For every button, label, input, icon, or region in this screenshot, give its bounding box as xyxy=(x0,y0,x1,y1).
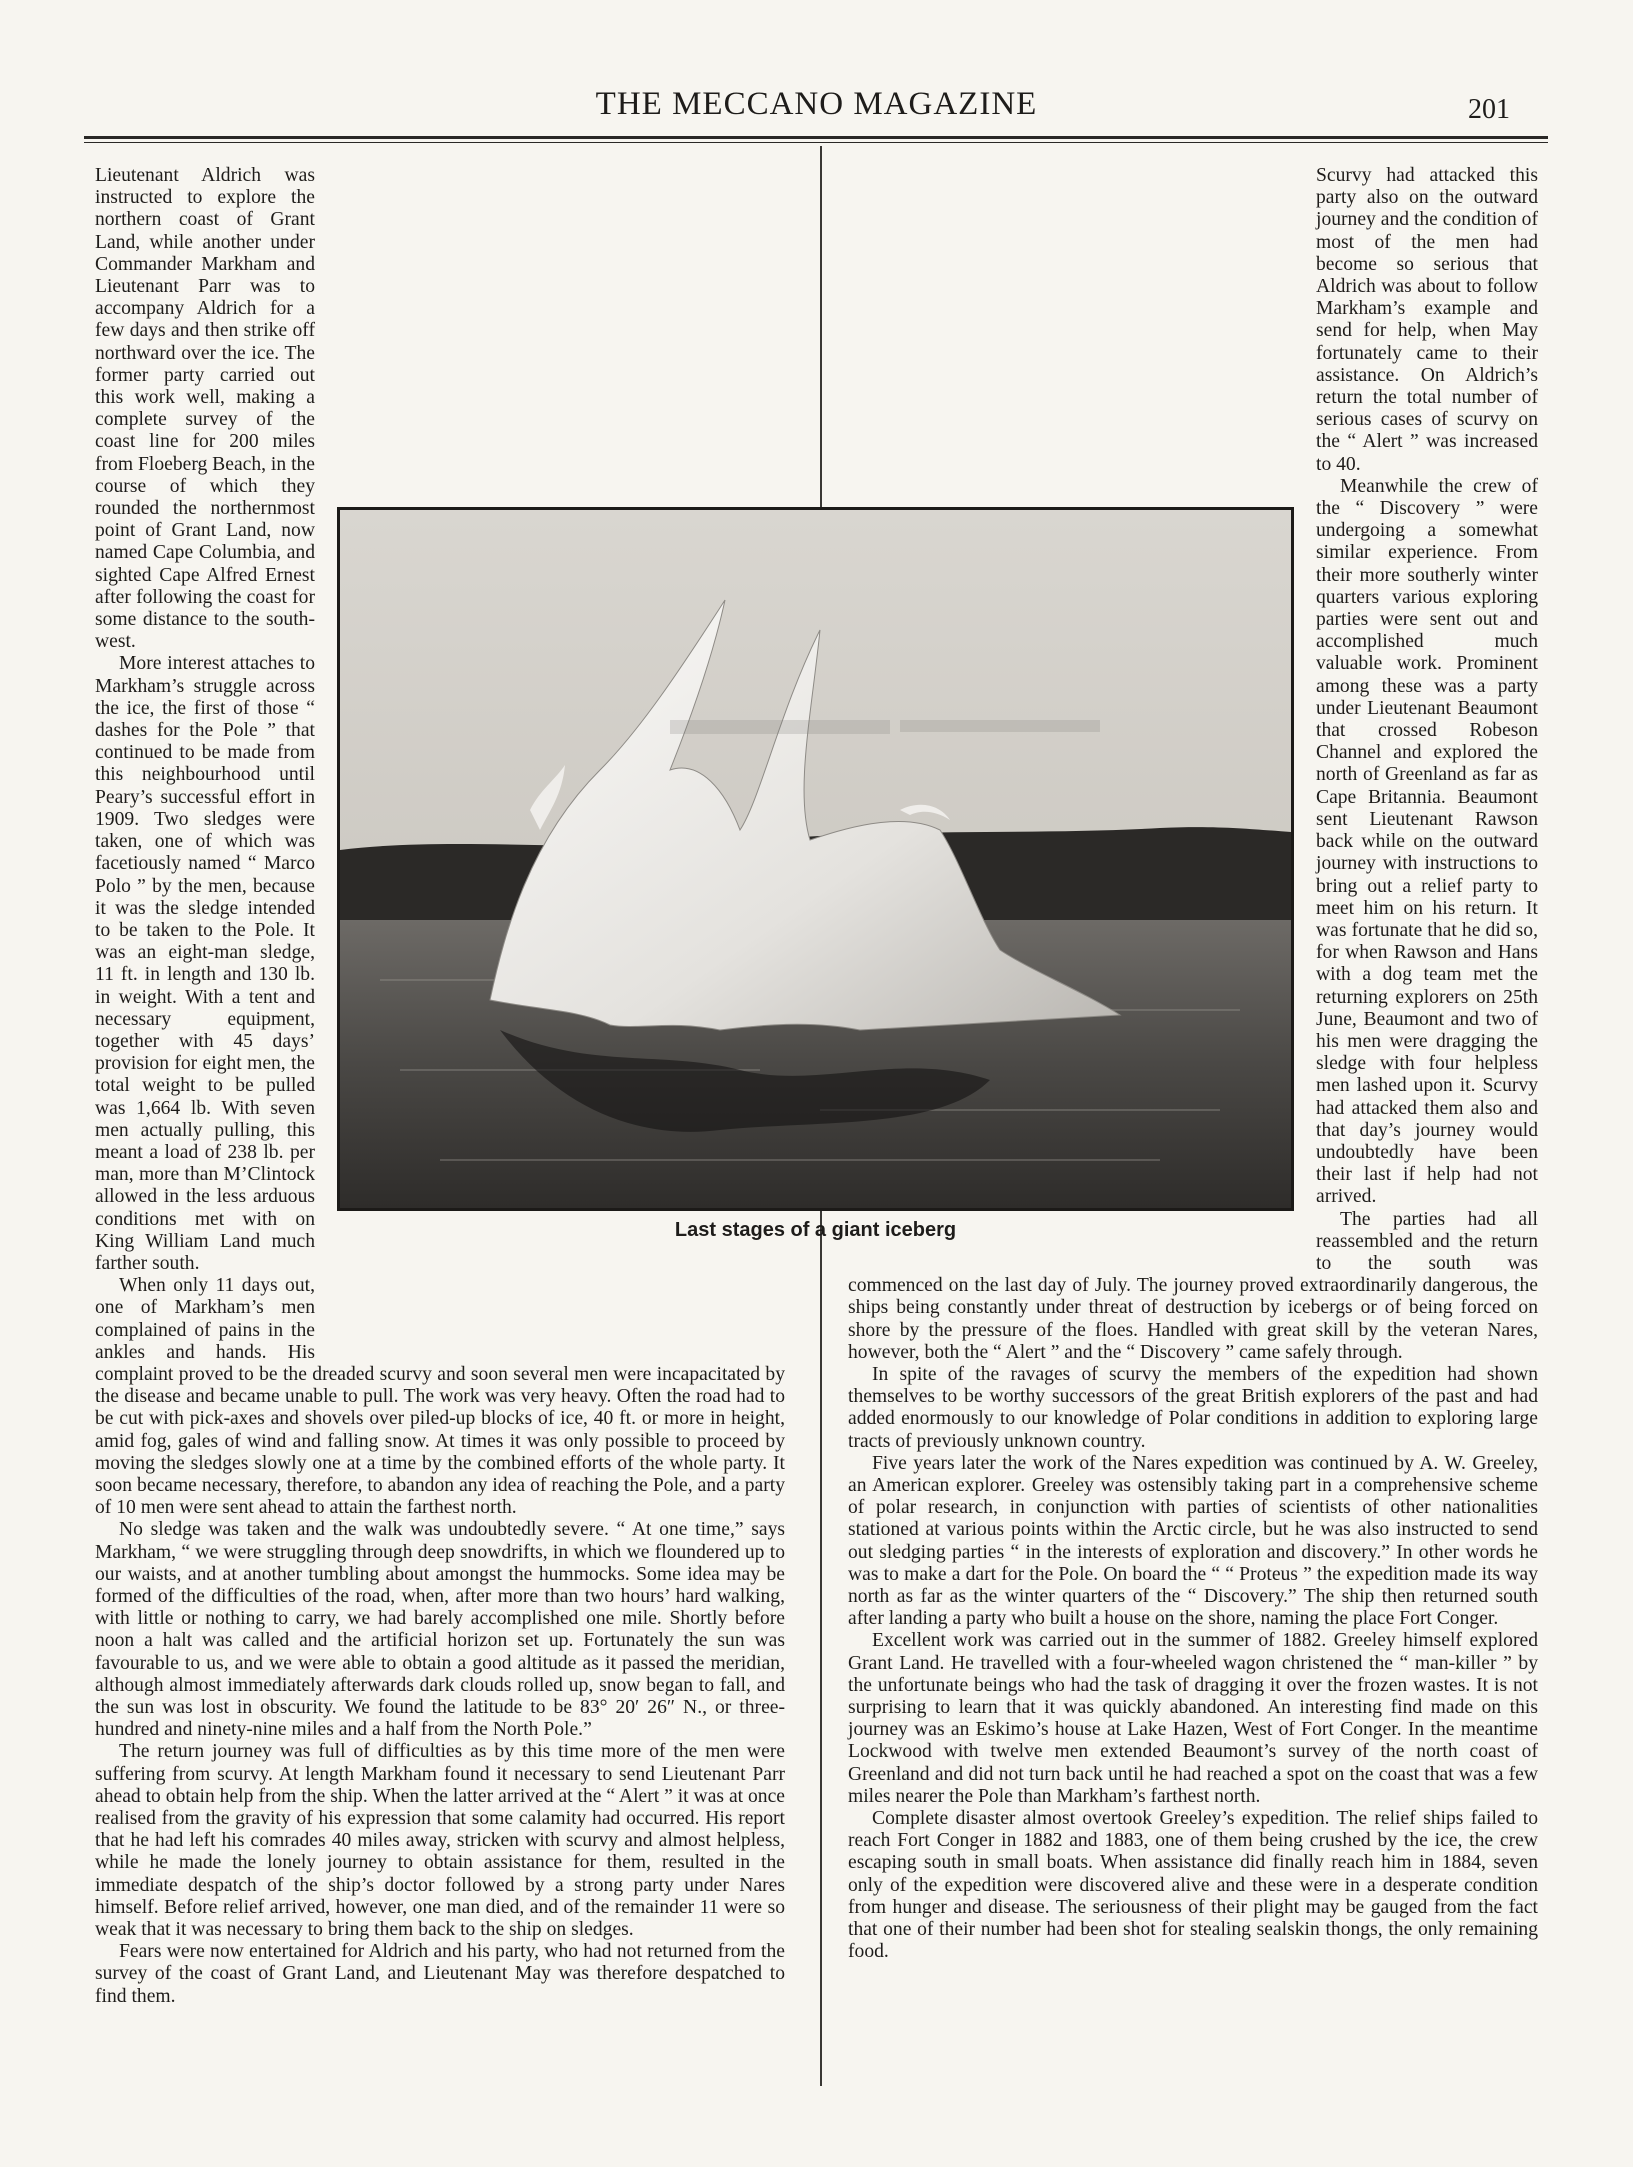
paragraph: When only 11 days out, one of Markham’s men complained of pains in the ankles and hands. His complaint proved to be the dreaded scurvy and soon several men were incapacitated by the disease and became unable to pull. The work was very heavy. Often the road had to be cut with pick-axes and shovels over piled-up blocks of ice, 40 ft. or more in height, amid fog, gales of wind and falling snow. At times it was only possible to proceed by moving the sledges slowly one at a time by the combined efforts of the whole party. It soon became necessary, therefore, to abandon any idea of reaching the Pole, and a party of 10 men were sent ahead to attain the farthest north. xyxy=(95,1275,785,1519)
paragraph: More interest attaches to Markham’s struggle across the ice, the first of those “ dashes for the Pole ” that continued to be made from this neighbourhood until Peary’s successful effort in 1909. Two sledges were taken, one of which was facetiously named “ Marco Polo ” by the men, because it was the sledge intended to be taken to the Pole. It was an eight-man sledge, 11 ft. in length and 130 lb. in weight. With a tent and necessary equipment, together with 45 days’ provision for eight men, the total weight to be pulled was 1,664 lb. With seven men actually pulling, this meant a load of 238 lb. per man, more than M’Clintock allowed in the less arduous conditions met with on King William Land much farther south. xyxy=(95,653,315,1274)
magazine-title: THE MECCANO MAGAZINE xyxy=(595,86,1038,122)
paragraph: The parties had all reassembled and the return to the south was commenced on the last day of July. The journey proved extraordinarily dangerous, the ships being constantly under threat of destruction by icebergs or of being forced on shore by the pressure of the floes. Handled with great skill by the veteran Nares, however, both the “ Alert ” and the “ Discovery ” came safely through. xyxy=(848,1208,1538,1363)
figure-caption: Last stages of a giant iceberg xyxy=(674,1219,957,1241)
header-rule-thick xyxy=(84,136,1548,139)
paragraph: Meanwhile the crew of the “ Discovery ” were undergoing a somewhat similar experience. From their more southerly winter quarters various exploring parties were sent out and accomplished much valuable work. Prominent among these was a party under Lieutenant Beaumont that crossed Robeson Channel and explored the north of Greenland as far as Cape Britannia. Beaumont sent Lieutenant Rawson back while on the outward journey with instructions to bring out a relief party to meet him on his return. It was fortunate that he did so, for when Rawson and Hans with a dog team met the returning explorers on 25th June, Beaumont and two of his men were dragging the sledge with four helpless men lashed upon it. Scurvy had attacked them also and that day’s journey would undoubtedly have been their last if help had not arrived. xyxy=(1316,475,1538,1208)
iceberg-photograph xyxy=(337,507,1294,1211)
paragraph: Fears were now entertained for Aldrich and his party, who had not returned from the survey of the coast of Grant Land, and Lieutenant May was therefore despatched to find them. xyxy=(95,1941,785,2007)
page-number: 201 xyxy=(1468,94,1510,125)
header-rule-thin xyxy=(84,142,1548,143)
paragraph: In spite of the ravages of scurvy the members of the expedition had shown themselves to be worthy successors of the great British explorers of the past and had added enormously to our knowledge of Polar conditions in addition to exploring large tracts of previously unknown country. xyxy=(848,1363,1538,1452)
paragraph: No sledge was taken and the walk was undoubtedly severe. “ At one time,” says Markham, “ we were struggling through deep snowdrifts, in which we floundered up to our waists, and at another tumbling about amongst the hummocks. Some idea may be formed of the difficulties of the road, when, after more than two hours’ hard walking, with little or nothing to carry, we had barely accomplished one mile. Shortly before noon a halt was called and the artificial horizon set up. Fortunately the sun was favourable to us, and we were able to obtain a good altitude as it passed the meridian, although almost immediately afterwards dark clouds rolled up, snow began to fall, and the sun was lost in obscurity. We found the latitude to be 83° 20′ 26″ N., or three-hundred and ninety-nine miles and a half from the North Pole.” xyxy=(95,1519,785,1741)
iceberg-image xyxy=(340,510,1291,1208)
paragraph: Complete disaster almost overtook Greeley’s expedition. The relief ships failed to reach Fort Conger in 1882 and 1883, one of them being crushed by the ice, the crew escaping south in small boats. When assistance did finally reach him in 1884, seven only of the expedition were discovered alive and these were in a desperate condition from hunger and disease. The seriousness of their plight may be gauged from the fact that one of their number had been shot for stealing sealskin thongs, the only remaining food. xyxy=(848,1808,1538,1963)
paragraph: Scurvy had attacked this party also on the outward journey and the condition of most of the men had become so serious that Aldrich was about to follow Markham’s example and send for help, when May fortunately came to their assistance. On Aldrich’s return the total number of serious cases of scurvy on the “ Alert ” was increased to 40. xyxy=(1316,165,1539,475)
paragraph: The return journey was full of difficulties as by this time more of the men were suffering from scurvy. At length Markham found it necessary to send Lieutenant Parr ahead to obtain help from the ship. When the latter arrived at the “ Alert ” it was at once realised from the gravity of his expression that some calamity had occurred. His report that he had left his comrades 40 miles away, stricken with scurvy and almost helpless, while he made the lonely journey to obtain assistance for them, resulted in the immediate despatch of the ship’s doctor followed by a strong party under Nares himself. Before relief arrived, however, one man died, and of the remainder 11 were so weak that it was necessary to bring them back to the ship on sledges. xyxy=(95,1741,785,1941)
paragraph: Excellent work was carried out in the summer of 1882. Greeley himself explored Grant Land. He travelled with a four-wheeled wagon christened the “ man-killer ” by the unfortunate beings who had the task of dragging it over the frozen wastes. It is not surprising to learn that it was quickly abandoned. An interesting find made on this journey was an Eskimo’s house at Lake Hazen, West of Fort Conger. In the meantime Lockwood with twelve men extended Beaumont’s survey of the north coast of Greenland and did not turn back until he had reached a spot on the coast that was a few miles nearer the Pole than Markham’s farthest north. xyxy=(848,1630,1538,1807)
paragraph: Lieutenant Aldrich was instructed to explore the northern coast of Grant Land, while another under Commander Markham and Lieutenant Parr was to accompany Aldrich for a few days and then strike off northward over the ice. The former party carried out this work well, making a complete survey of the coast line for 200 miles from Floeberg Beach, in the course of which they rounded the northernmost point of Grant Land, now named Cape Columbia, and sighted Cape Alfred Ernest after following the coast for some distance to the south-west. xyxy=(95,165,316,653)
paragraph: Five years later the work of the Nares expedition was continued by A. W. Greeley, an American explorer. Greeley was ostensibly taking part in a comprehensive scheme of polar research, in conjunction with parties of scientists of other nationalities stationed at various points within the Arctic circle, but he was also instructed to send out sledging parties “ in the interests of exploration and discovery.” In other words he was to make a dart for the Pole. On board the “ “ Proteus ” the expedition made its way north as far as the winter quarters of the “ Discovery.” The ship then returned south after landing a party who built a house on the shore, naming the place Fort Conger. xyxy=(848,1452,1538,1630)
photo-frame xyxy=(337,507,1294,1211)
